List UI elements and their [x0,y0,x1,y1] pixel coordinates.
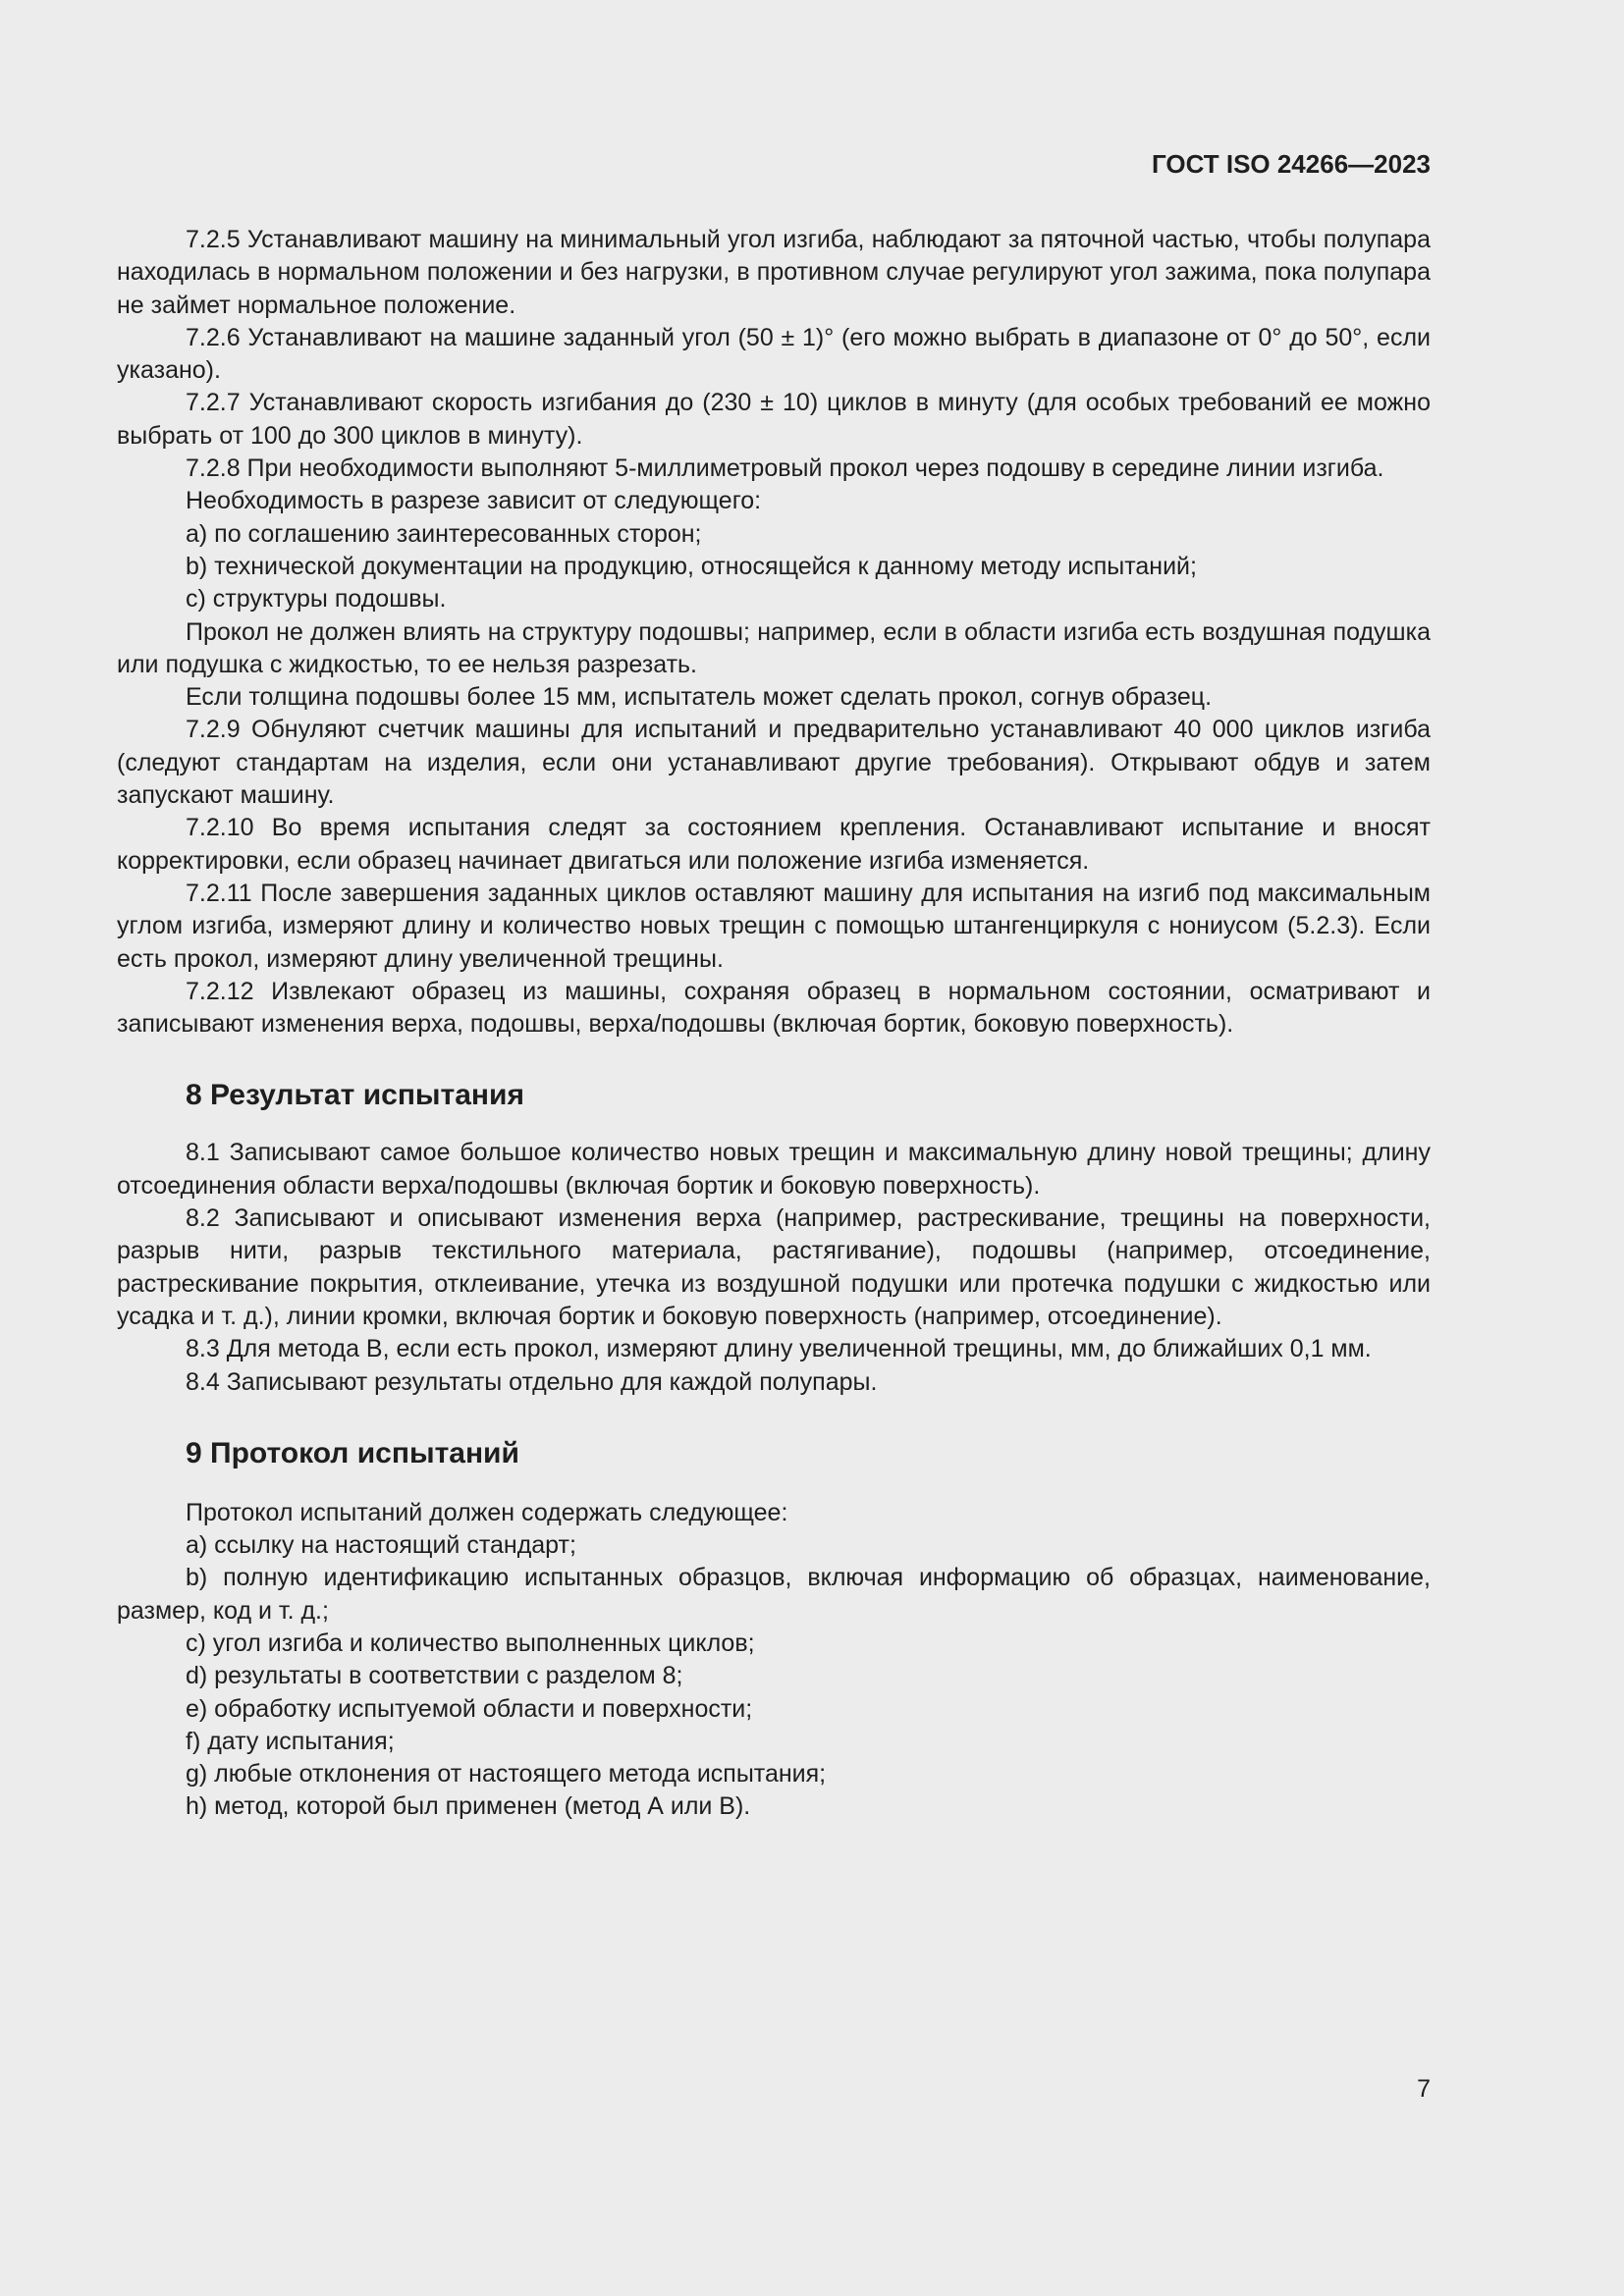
standard-designation: ГОСТ ISO 24266—2023 [1151,149,1431,179]
list-item: b) технической документации на продукцию, относящейся к данному методу испытаний; [186,552,1197,580]
list-item: d) результаты в соответствии с разделом 8; [186,1662,683,1690]
clause-7-2-10: 7.2.10 Во время испытания следят за состоянием крепления. Останавливают испытание и вносят корректировки, если образец начинает двигаться или положение изгиба изменяется. [117,814,1431,875]
document-page [117,0,1431,2296]
clause-7-2-8-need: Необходимость в разрезе зависит от следующего: [186,487,762,515]
clause-7-2-11: 7.2.11 После завершения заданных циклов оставляют машину для испытания на изгиб под максимальным углом изгиба, измеряют длину и количество новых трещин с помощью штангенциркуля с нониусом (5.2.3). Если есть прокол, измеряют длину увеличенной трещины. [117,879,1431,973]
clause-7-2-8: 7.2.8 При необходимости выполняют 5-миллиметровый прокол через подошву в середине линии изгиба. [186,454,1384,483]
list-item: a) по соглашению заинтересованных сторон; [186,519,702,548]
section-9-intro: Протокол испытаний должен содержать следующее: [186,1498,788,1526]
clause-7-2-6: 7.2.6 Устанавливают на машине заданный угол (50 ± 1)° (его можно выбрать в диапазоне от 0° до 50°, если указано). [117,323,1431,385]
list-item: c) угол изгиба и количество выполненных циклов; [186,1629,755,1657]
clause-7-2-8-note-2: Если толщина подошвы более 15 мм, испытатель может сделать прокол, согнув образец. [186,683,1213,712]
clause-8-4: 8.4 Записывают результаты отдельно для каждой полупары. [186,1367,878,1396]
page-number: 7 [1417,2075,1431,2103]
section-9-heading: 9 Протокол испытаний [186,1436,519,1469]
list-item: f) дату испытания; [186,1727,395,1755]
clause-8-2: 8.2 Записывают и описывают изменения верха (например, растрескивание, трещины на поверхности, разрыв нити, разрыв текстильного материала, растягивание), подошвы (например, отсоединение, растрескивание покрытия, отклеивание, утечка из воздушной подушки или протечка подушки с жидкостью или усадка и т. д.), линии кромки, включая бортик и боковую поверхность (например, отсоединение). [117,1204,1431,1330]
clause-7-2-8-note-1: Прокол не должен влиять на структуру подошвы; например, если в области изгиба есть воздушная подушка или подушка с жидкостью, то ее нельзя разрезать. [117,617,1431,678]
clause-7-2-12: 7.2.12 Извлекают образец из машины, сохраняя образец в нормальном состоянии, осматривают и записывают изменения верха, подошвы, верха/подошвы (включая бортик, боковую поверхность). [117,977,1431,1039]
clause-7-2-9: 7.2.9 Обнуляют счетчик машины для испытаний и предварительно устанавливают 40 000 циклов изгиба (следуют стандартам на изделия, если они устанавливают другие требования). Открывают обдув и затем запускают машину. [117,716,1431,810]
list-item: h) метод, которой был применен (метод А или В). [186,1792,751,1821]
list-item: b) полную идентификацию испытанных образцов, включая информацию об образцах, наименование, размер, код и т. д.; [117,1564,1431,1625]
list-item: e) обработку испытуемой области и поверхности; [186,1694,753,1723]
page-content [117,224,1431,1824]
clause-7-2-5: 7.2.5 Устанавливают машину на минимальный угол изгиба, наблюдают за пяточной частью, чтобы полупара находилась в нормальном положении и без нагрузки, в противном случае регулируют угол зажима, пока полупара не займет нормальное положение. [117,226,1431,319]
clause-8-3: 8.3 Для метода В, если есть прокол, измеряют длину увеличенной трещины, мм, до ближайших 0,1 мм. [186,1335,1372,1363]
clause-8-1: 8.1 Записывают самое большое количество новых трещин и максимальную длину новой трещины; длину отсоединения области верха/подошвы (включая бортик и боковую поверхность). [117,1139,1431,1200]
list-item: c) структуры подошвы. [186,585,447,614]
section-8-heading: 8 Результат испытания [186,1079,524,1112]
clause-7-2-7: 7.2.7 Устанавливают скорость изгибания до (230 ± 10) циклов в минуту (для особых требований ее можно выбрать от 100 до 300 циклов в минуту). [117,389,1431,450]
list-item: a) ссылку на настоящий стандарт; [186,1531,576,1560]
list-item: g) любые отклонения от настоящего метода испытания; [186,1760,827,1789]
